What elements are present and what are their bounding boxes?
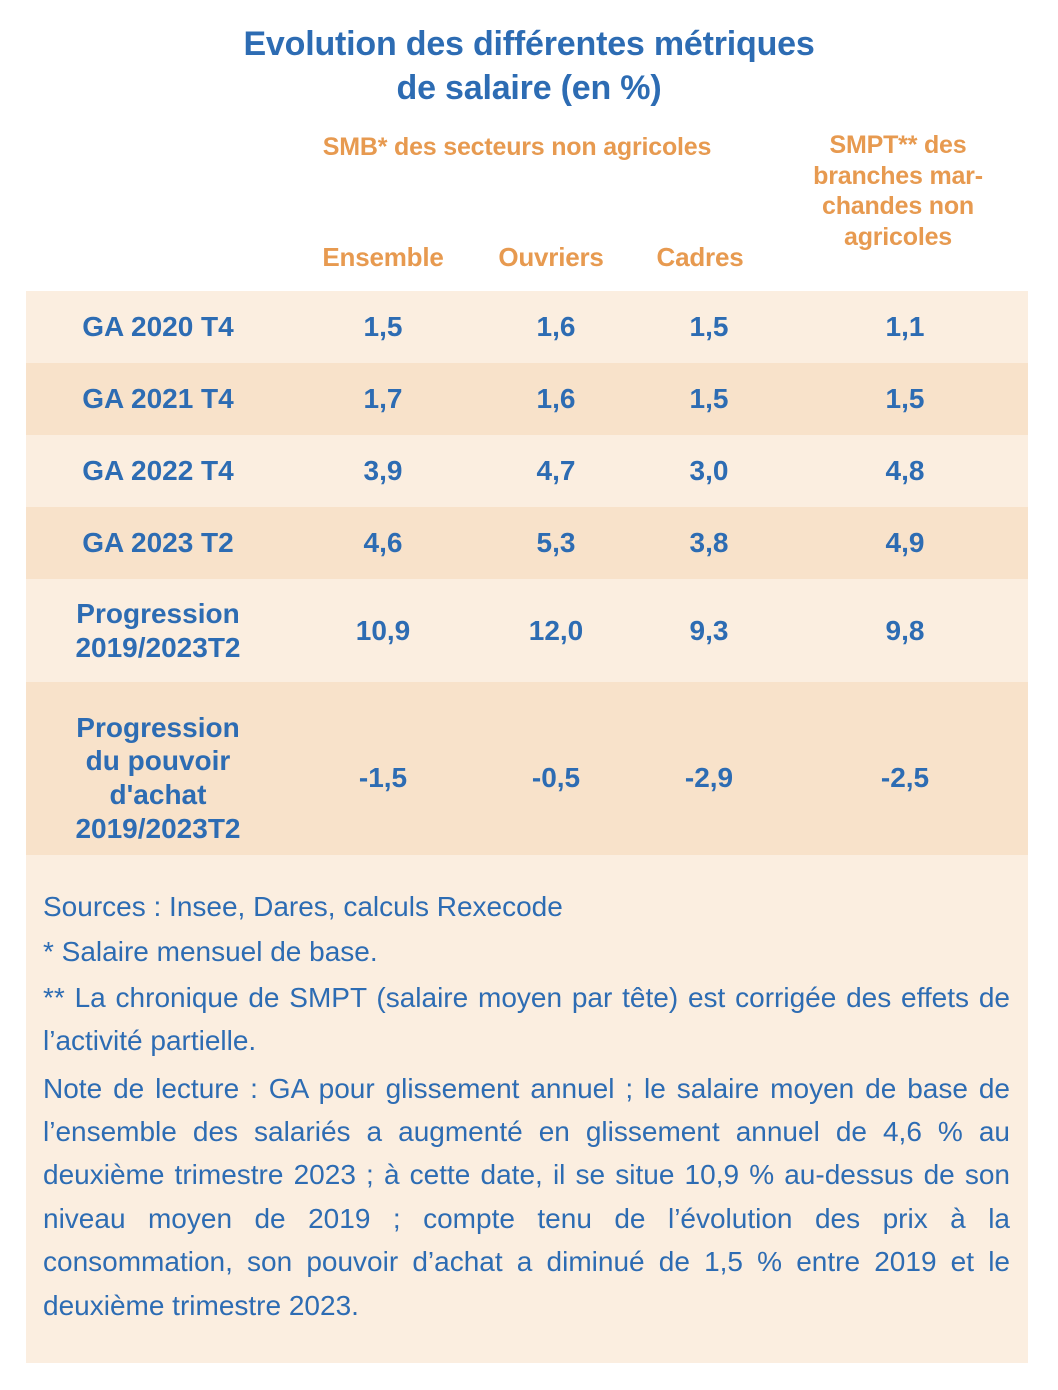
cell-cadres: 3,8 [689, 527, 729, 558]
cell-ouvriers: 5,3 [536, 527, 576, 558]
page-title-line-1: Evolution des différentes métriques [243, 25, 815, 63]
table-row [26, 291, 1028, 363]
row-label-line: 2019/2023T2 [75, 812, 241, 844]
cell-smpt: -2,5 [880, 762, 930, 793]
cell-cadres: 1,5 [689, 383, 729, 414]
row-label [26, 597, 290, 664]
footnotes-block [26, 855, 1028, 1363]
column-header-ensemble: Ensemble [322, 242, 444, 272]
row-label-line: GA 2021 T4 [82, 383, 234, 415]
cell-smpt: 4,8 [885, 455, 925, 486]
footnote-smpt: ** La chronique de SMPT (salaire moyen par tête) est corrigée des effets de l’activité partielle. [43, 981, 1010, 1057]
cell-ouvriers: 4,7 [536, 455, 576, 486]
table-row [26, 435, 1028, 507]
row-label-line: d'achat [109, 779, 207, 810]
cell-ouvriers: 12,0 [528, 614, 584, 646]
cell-smpt: 1,1 [885, 311, 925, 342]
page-title [0, 22, 1058, 110]
column-header-cadres: Cadres [656, 242, 744, 272]
reading-note: Note de lecture : GA pour glissement annuel ; le salaire moyen de base de l’ensemble des salariés a augmenté en glissement annuel de 4,6 % au deuxième trimestre 2023 ; à cette date, il se situe 10,9 % au-dessus de son niveau moyen de 2019 ; compte tenu de l’évolution des prix à la consommation, son pouvoir d’achat a diminué de 1,5 % entre 2019 et le deuxième trimestre 2023. [43, 1072, 1010, 1321]
cell-smpt: 1,5 [885, 383, 925, 414]
page-title-line-2: de salaire (en %) [396, 69, 662, 108]
row-label-line: 2019/2023T2 [75, 631, 241, 663]
cell-ensemble: 1,7 [363, 383, 403, 414]
cell-cadres: 1,5 [689, 311, 729, 342]
cell-ouvriers: 1,6 [536, 383, 576, 414]
cell-smpt: 4,9 [885, 527, 925, 558]
cell-ensemble: 4,6 [363, 527, 403, 558]
cell-ouvriers: -0,5 [531, 762, 581, 793]
row-label [26, 310, 290, 344]
cell-ensemble: 3,9 [363, 455, 403, 486]
row-label [26, 526, 290, 560]
cell-smpt: 9,8 [885, 614, 925, 646]
row-label-line: GA 2020 T4 [82, 311, 234, 343]
row-label-line: GA 2022 T4 [82, 455, 234, 487]
cell-ensemble: 10,9 [355, 614, 411, 646]
column-group-header-smb-text: SMB* des secteurs non agricoles [322, 133, 712, 161]
table-row [26, 579, 1028, 682]
row-label-line: GA 2023 T2 [82, 527, 234, 559]
table-row [26, 363, 1028, 435]
cell-cadres: 9,3 [689, 614, 729, 646]
cell-ouvriers: 1,6 [536, 311, 576, 342]
row-label [26, 382, 290, 416]
table-row [26, 507, 1028, 579]
table-row [26, 682, 1028, 874]
row-label-line: Progression [76, 711, 240, 743]
row-label-line: du pouvoir [85, 745, 231, 777]
column-group-header-smb [286, 132, 748, 163]
column-header-ouvriers: Ouvriers [498, 242, 604, 272]
column-group-header-smpt [782, 130, 1014, 252]
row-label [26, 711, 290, 845]
cell-ensemble: -1,5 [358, 762, 408, 793]
data-table [26, 291, 1028, 874]
column-group-header-smpt-text: SMPT** des branches mar-chandes non agricoles [813, 131, 983, 251]
row-label [26, 454, 290, 488]
cell-ensemble: 1,5 [363, 311, 403, 342]
row-label-line: Progression [76, 597, 240, 629]
cell-cadres: 3,0 [689, 455, 729, 486]
cell-cadres: -2,9 [684, 762, 734, 793]
sources-line: Sources : Insee, Dares, calculs Rexecode [43, 891, 563, 922]
footnote-smb: * Salaire mensuel de base. [43, 936, 378, 968]
